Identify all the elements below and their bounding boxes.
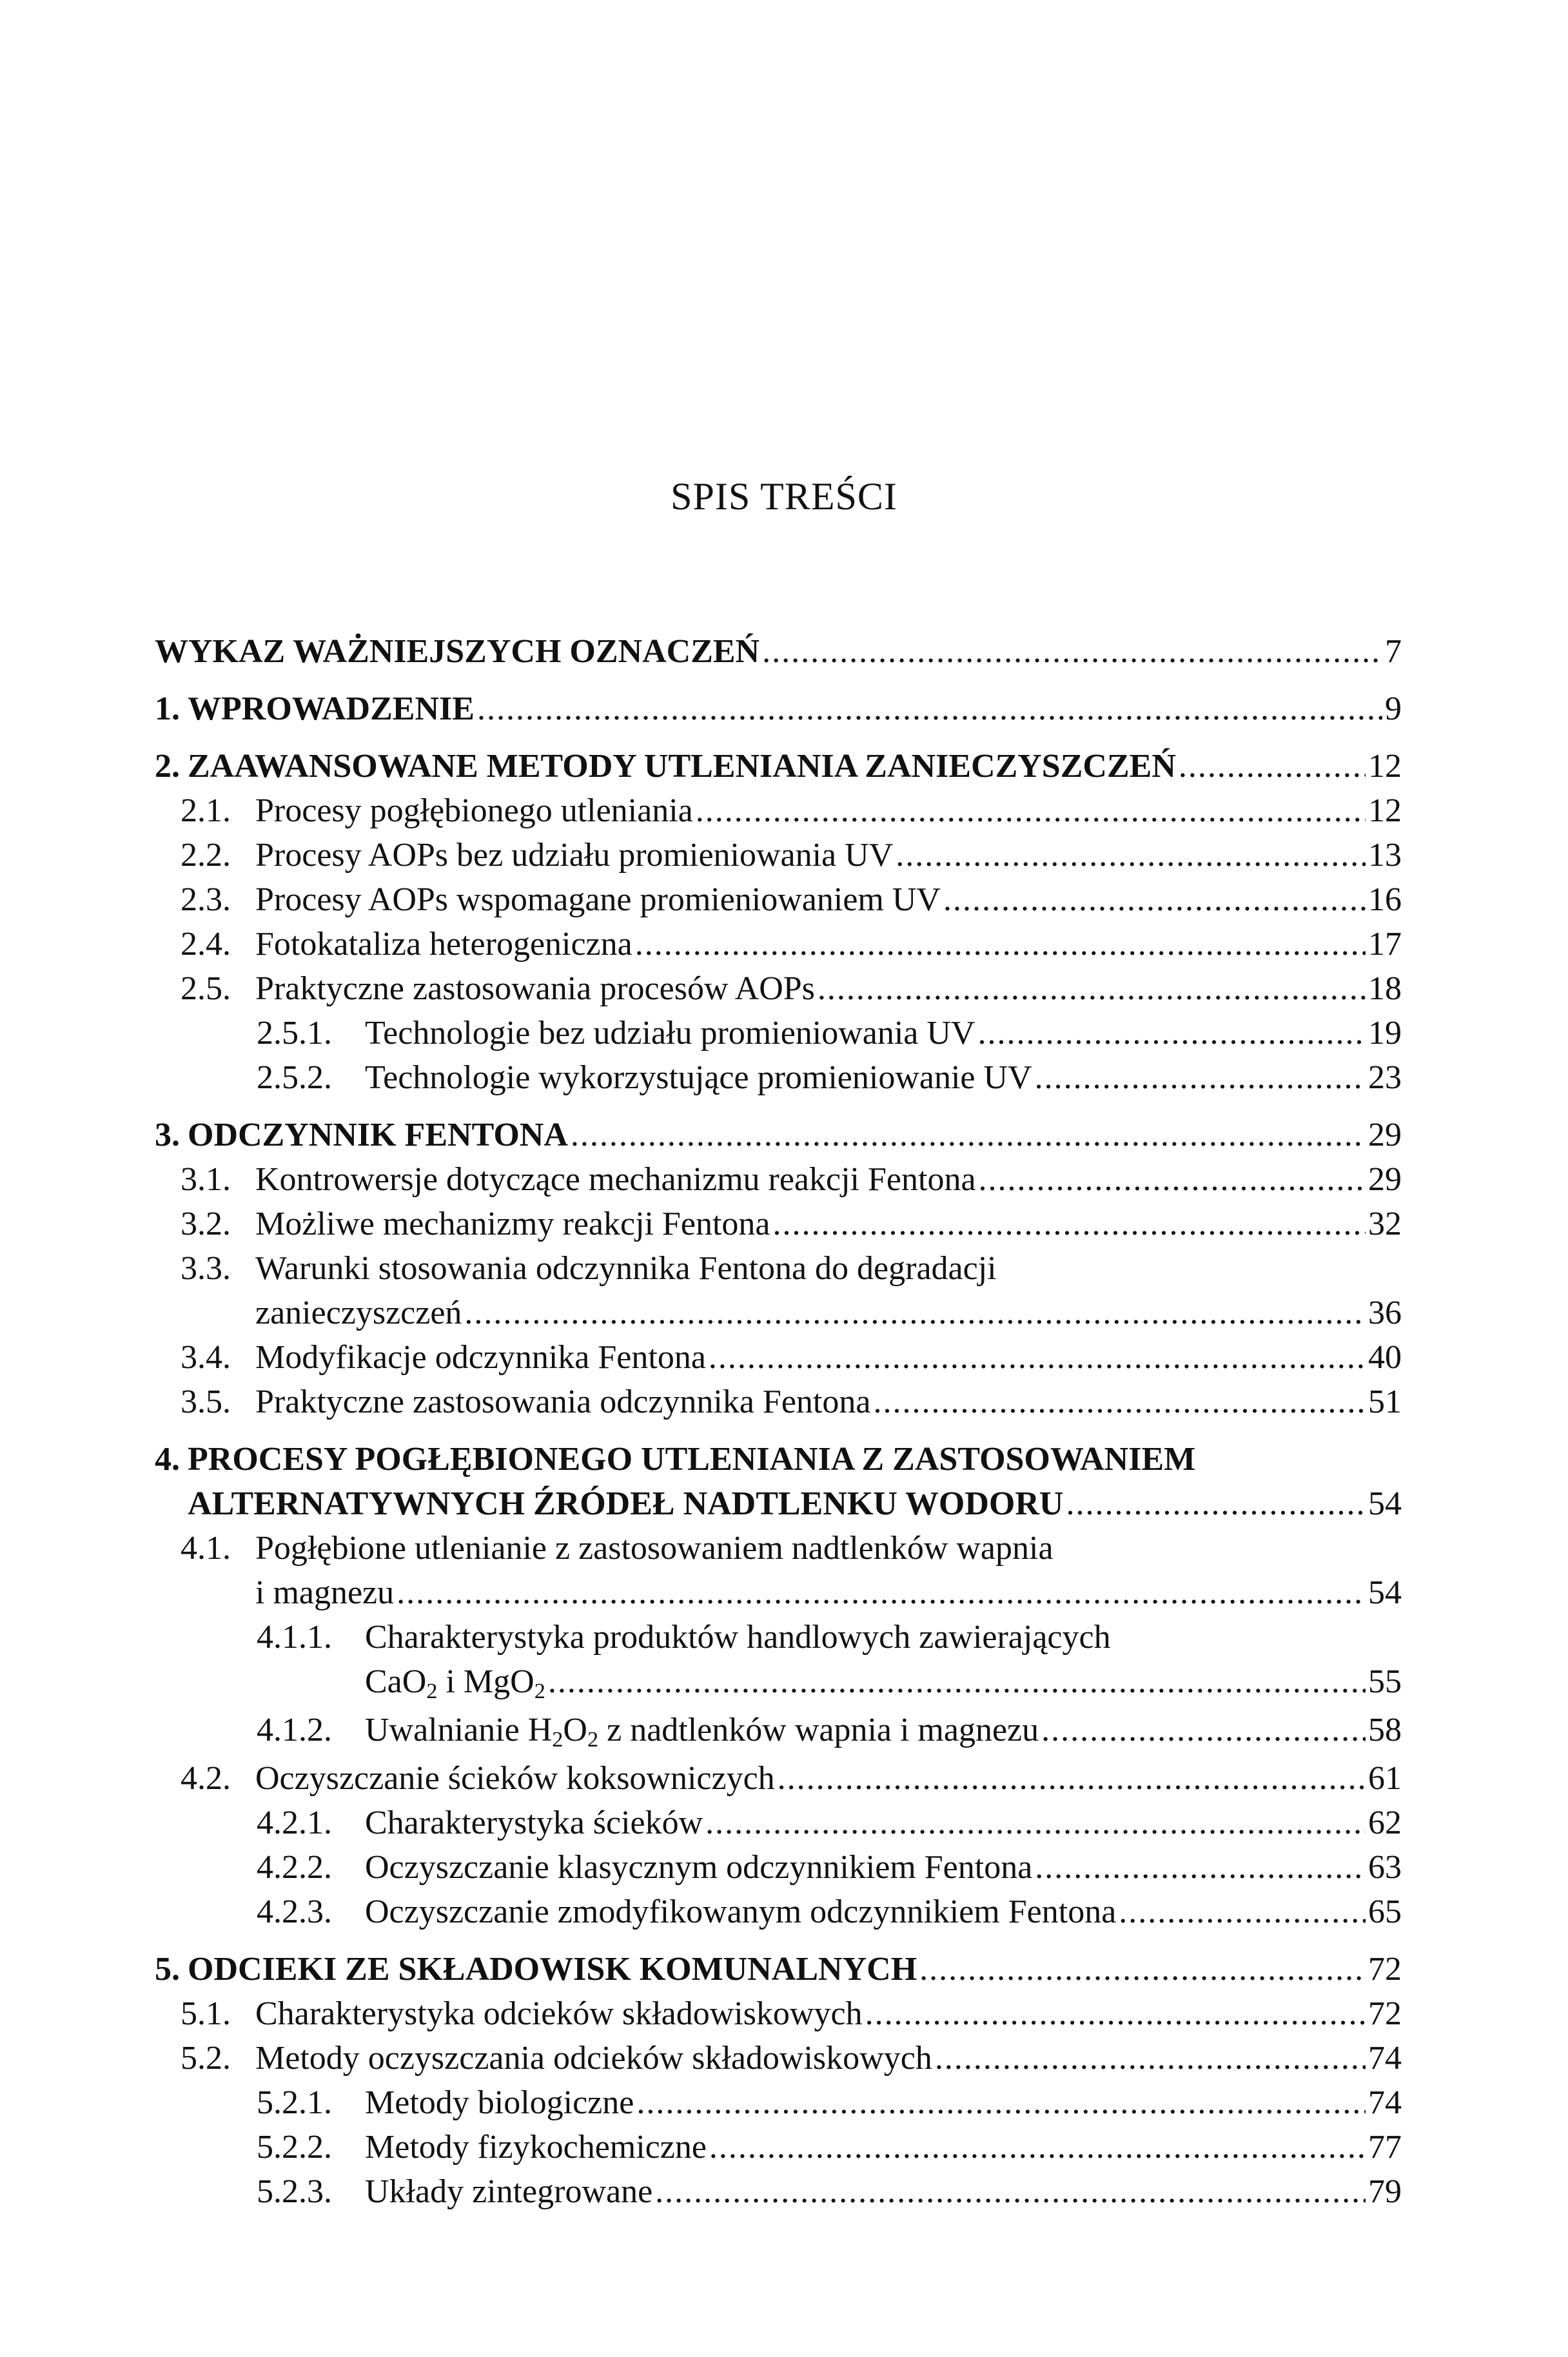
- toc-entry-text: Kontrowersje dotyczące mechanizmu reakcji Fentona: [255, 1161, 976, 1198]
- toc-entry-number: 4.1.2.: [257, 1712, 332, 1748]
- toc-entry-chapter-2: [155, 744, 1402, 788]
- toc-page-number: 17: [1368, 926, 1402, 963]
- dot-leader: [1035, 1845, 1366, 1890]
- toc-entry-text: Możliwe mechanizmy reakcji Fentona: [255, 1206, 770, 1242]
- formula-cao: CaO: [365, 1663, 427, 1700]
- toc-entry-number: 5.2.: [181, 2040, 231, 2077]
- toc-entry-number: 5.: [155, 1951, 180, 1988]
- toc-entry-text: Charakterystyka produktów handlowych zawierających: [365, 1619, 1111, 1656]
- dot-leader: [709, 1335, 1366, 1380]
- toc-entry-number: 4.2.2.: [257, 1849, 332, 1886]
- toc-page-number: 74: [1368, 2040, 1402, 2077]
- toc-entry-text: Procesy AOPs wspomagane promieniowaniem UV: [255, 881, 941, 918]
- dot-leader: [778, 1756, 1366, 1801]
- toc-entry-text: WYKAZ WAŻNIEJSZYCH OZNACZEŃ: [155, 633, 760, 670]
- toc-entry-number: 4.2.: [181, 1760, 231, 1797]
- toc-entry-2-4: [155, 922, 1402, 966]
- toc-entry-text: Oczyszczanie klasycznym odczynnikiem Fentona: [365, 1849, 1033, 1886]
- text-segment: Uwalnianie H: [365, 1712, 553, 1748]
- toc-entry-5-2-3: [155, 2169, 1402, 2214]
- toc-entry-chapter-3: [155, 1113, 1402, 1157]
- toc-entry-text: Oczyszczanie ścieków koksowniczych: [255, 1760, 775, 1797]
- dot-leader: [896, 833, 1366, 877]
- toc-page-number: 19: [1368, 1015, 1402, 1051]
- toc-entry-4-2: [155, 1756, 1402, 1801]
- toc-entry-text: i magnezu: [255, 1574, 395, 1611]
- toc-entry-text: Modyfikacje odczynnika Fentona: [255, 1339, 706, 1376]
- toc-entry-number: 3.2.: [181, 1206, 231, 1242]
- toc-entry-number: 2.3.: [181, 881, 231, 918]
- toc-entry-3-2: [155, 1202, 1402, 1246]
- dot-leader: [696, 788, 1366, 833]
- toc-entry-text: [365, 1659, 545, 1708]
- toc-page-number: 61: [1368, 1760, 1402, 1797]
- toc-entry-text: Technologie bez udziału promieniowania UV: [365, 1015, 975, 1051]
- toc-entry-text: [365, 1708, 1039, 1756]
- toc-entry-text: ALTERNATYWNYCH ŹRÓDEŁ NADTLENKU WODORU: [188, 1485, 1064, 1522]
- toc-entry-4-1-2: [155, 1708, 1402, 1756]
- dot-leader: [397, 1570, 1366, 1615]
- dot-leader: [655, 2169, 1366, 2214]
- toc-entry-number: 3.4.: [181, 1339, 231, 1376]
- toc-page-number: 51: [1368, 1384, 1402, 1420]
- toc-entry-text: zanieczyszczeń: [255, 1295, 462, 1331]
- toc-entry-5-2: [155, 2036, 1402, 2080]
- toc-entry-4-2-1: [155, 1801, 1402, 1845]
- text-segment: z nadtlenków wapnia i magnezu: [598, 1712, 1039, 1748]
- toc-entry-3-3-continued: [155, 1291, 1402, 1335]
- subscript: 2: [587, 1726, 599, 1752]
- dot-leader: [772, 1202, 1366, 1246]
- toc-entry-number: 5.2.1.: [257, 2084, 332, 2121]
- toc-page-number: 54: [1368, 1574, 1402, 1611]
- toc-entry-number: 2.2.: [181, 837, 231, 874]
- toc-entry-4-1-continued: [155, 1570, 1402, 1615]
- toc-entry-2-5: [155, 966, 1402, 1011]
- toc-entry-chapter-4: [155, 1437, 1402, 1482]
- toc-page-number: 58: [1368, 1712, 1402, 1748]
- dot-leader: [1179, 744, 1366, 788]
- toc-entry-text: Metody fizykochemiczne: [365, 2129, 707, 2166]
- dot-leader: [979, 1157, 1366, 1202]
- toc-entry-number: 5.2.2.: [257, 2129, 332, 2166]
- toc-entry-number: 2.4.: [181, 926, 231, 963]
- toc-page-number: 9: [1385, 690, 1402, 727]
- toc-entry-number: 2.1.: [181, 792, 231, 829]
- toc-entry-2-5-2: [155, 1055, 1402, 1100]
- toc-entry-text: Pogłębione utlenianie z zastosowaniem nadtlenków wapnia: [255, 1530, 1054, 1567]
- toc-page-number: 63: [1368, 1849, 1402, 1886]
- toc-entry-text: Charakterystyka ścieków: [365, 1804, 703, 1841]
- toc-entry-4-1-1-continued: [155, 1659, 1402, 1708]
- dot-leader: [477, 687, 1382, 731]
- toc-entry-number: 4.2.3.: [257, 1893, 332, 1930]
- toc-entry-text: ODCZYNNIK FENTONA: [188, 1117, 568, 1153]
- page-title: SPIS TREŚCI: [671, 475, 897, 518]
- dot-leader: [1066, 1482, 1366, 1526]
- toc-entry-3-3: [155, 1246, 1402, 1291]
- toc-entry-text: Warunki stosowania odczynnika Fentona do degradacji: [255, 1250, 997, 1287]
- toc-entry-text: Procesy AOPs bez udziału promieniowania UV: [255, 837, 894, 874]
- toc-page-number: 72: [1368, 1995, 1402, 2032]
- toc-entry-number: 4.2.1.: [257, 1804, 332, 1841]
- toc-entry-text: WPROWADZENIE: [188, 690, 475, 727]
- dot-leader: [709, 2125, 1366, 2169]
- toc-entry-number: 1.: [155, 690, 180, 727]
- dot-leader: [978, 1011, 1366, 1055]
- toc-page-number: 65: [1368, 1893, 1402, 1930]
- toc-entry-text: Metody oczyszczania odcieków składowiskowych: [255, 2040, 932, 2077]
- subscript: 2: [552, 1726, 564, 1752]
- toc-page-number: 23: [1368, 1059, 1402, 1096]
- toc-page-number: 12: [1368, 748, 1402, 785]
- toc-page-number: 62: [1368, 1804, 1402, 1841]
- toc-entry-number: 2.5.2.: [257, 1059, 332, 1096]
- toc-entry-chapter-5: [155, 1947, 1402, 1991]
- dot-leader: [762, 629, 1382, 674]
- toc-entry-text: Praktyczne zastosowania odczynnika Fentona: [255, 1384, 871, 1420]
- toc-entry-number: 4.: [155, 1441, 180, 1478]
- toc-entry-text: Praktyczne zastosowania procesów AOPs: [255, 970, 815, 1007]
- toc-entry-5-2-2: [155, 2125, 1402, 2169]
- toc-page-number: 13: [1368, 837, 1402, 874]
- toc-entry-chapter-4-continued: [155, 1482, 1402, 1526]
- toc-entry-text: Technologie wykorzystujące promieniowanie UV: [365, 1059, 1032, 1096]
- toc-entry-number: 3.1.: [181, 1161, 231, 1198]
- toc-entry-number: 3.: [155, 1117, 180, 1153]
- dot-leader: [943, 877, 1366, 922]
- toc-entry-text: ODCIEKI ZE SKŁADOWISK KOMUNALNYCH: [188, 1951, 917, 1988]
- formula-mgo: i MgO: [437, 1663, 534, 1700]
- dot-leader: [635, 922, 1366, 966]
- toc-entry-text: ZAAWANSOWANE METODY UTLENIANIA ZANIECZYSZCZEŃ: [188, 748, 1176, 785]
- toc-page-number: 16: [1368, 881, 1402, 918]
- toc-page-number: 18: [1368, 970, 1402, 1007]
- toc-entry-text: Charakterystyka odcieków składowiskowych: [255, 1995, 863, 2032]
- toc-entry-4-1-1: [155, 1615, 1402, 1659]
- toc-page-number: 74: [1368, 2084, 1402, 2121]
- subscript: 2: [426, 1678, 438, 1703]
- table-of-contents: [155, 629, 1402, 2214]
- toc-entry-wykaz: [155, 629, 1402, 674]
- dot-leader: [636, 2080, 1366, 2125]
- toc-entry-number: 2.: [155, 748, 180, 785]
- toc-page-number: 40: [1368, 1339, 1402, 1376]
- toc-entry-3-5: [155, 1380, 1402, 1424]
- toc-entry-chapter-1: [155, 687, 1402, 731]
- toc-entry-text: Metody biologiczne: [365, 2084, 634, 2121]
- toc-page-number: 12: [1368, 792, 1402, 829]
- toc-entry-number: 5.1.: [181, 1995, 231, 2032]
- dot-leader: [1041, 1708, 1366, 1752]
- dot-leader: [571, 1113, 1366, 1157]
- dot-leader: [818, 966, 1366, 1011]
- toc-entry-2-2: [155, 833, 1402, 877]
- toc-page-number: 7: [1385, 633, 1402, 670]
- toc-entry-number: 4.1.: [181, 1530, 231, 1567]
- toc-entry-text: Procesy pogłębionego utleniania: [255, 792, 693, 829]
- dot-leader: [865, 1991, 1366, 2036]
- dot-leader: [873, 1380, 1366, 1424]
- toc-entry-number: 5.2.3.: [257, 2173, 332, 2210]
- dot-leader: [464, 1291, 1366, 1335]
- dot-leader: [1119, 1890, 1366, 1934]
- subscript: 2: [534, 1678, 545, 1703]
- toc-page-number: 29: [1368, 1161, 1402, 1198]
- dot-leader: [935, 2036, 1366, 2080]
- toc-entry-number: 2.5.: [181, 970, 231, 1007]
- toc-page-number: 29: [1368, 1117, 1402, 1153]
- toc-entry-4-1: [155, 1526, 1402, 1570]
- toc-entry-2-3: [155, 877, 1402, 922]
- toc-entry-number: 4.1.1.: [257, 1619, 332, 1656]
- toc-entry-text: Fotokataliza heterogeniczna: [255, 926, 632, 963]
- dot-leader: [1035, 1055, 1366, 1100]
- toc-page-number: 32: [1368, 1206, 1402, 1242]
- toc-entry-text: Układy zintegrowane: [365, 2173, 653, 2210]
- toc-entry-3-1: [155, 1157, 1402, 1202]
- toc-entry-2-1: [155, 788, 1402, 833]
- toc-entry-text: Oczyszczanie zmodyfikowanym odczynnikiem Fentona: [365, 1893, 1117, 1930]
- toc-entry-number: 3.3.: [181, 1250, 231, 1287]
- toc-page-number: 54: [1368, 1485, 1402, 1522]
- toc-entry-5-2-1: [155, 2080, 1402, 2125]
- toc-entry-2-5-1: [155, 1011, 1402, 1055]
- toc-entry-number: 2.5.1.: [257, 1015, 332, 1051]
- toc-entry-4-2-3: [155, 1890, 1402, 1934]
- dot-leader: [548, 1659, 1366, 1704]
- text-segment: O: [563, 1712, 587, 1748]
- toc-page-number: 36: [1368, 1295, 1402, 1331]
- toc-page-number: 72: [1368, 1951, 1402, 1988]
- toc-entry-5-1: [155, 1991, 1402, 2036]
- toc-page-number: 55: [1368, 1663, 1402, 1700]
- toc-entry-number: 3.5.: [181, 1384, 231, 1420]
- toc-entry-3-4: [155, 1335, 1402, 1380]
- toc-entry-4-2-2: [155, 1845, 1402, 1890]
- toc-page-number: 77: [1368, 2129, 1402, 2166]
- dot-leader: [705, 1801, 1366, 1845]
- dot-leader: [919, 1947, 1366, 1991]
- toc-entry-text: PROCESY POGŁĘBIONEGO UTLENIANIA Z ZASTOSOWANIEM: [188, 1441, 1196, 1478]
- toc-page-number: 79: [1368, 2173, 1402, 2210]
